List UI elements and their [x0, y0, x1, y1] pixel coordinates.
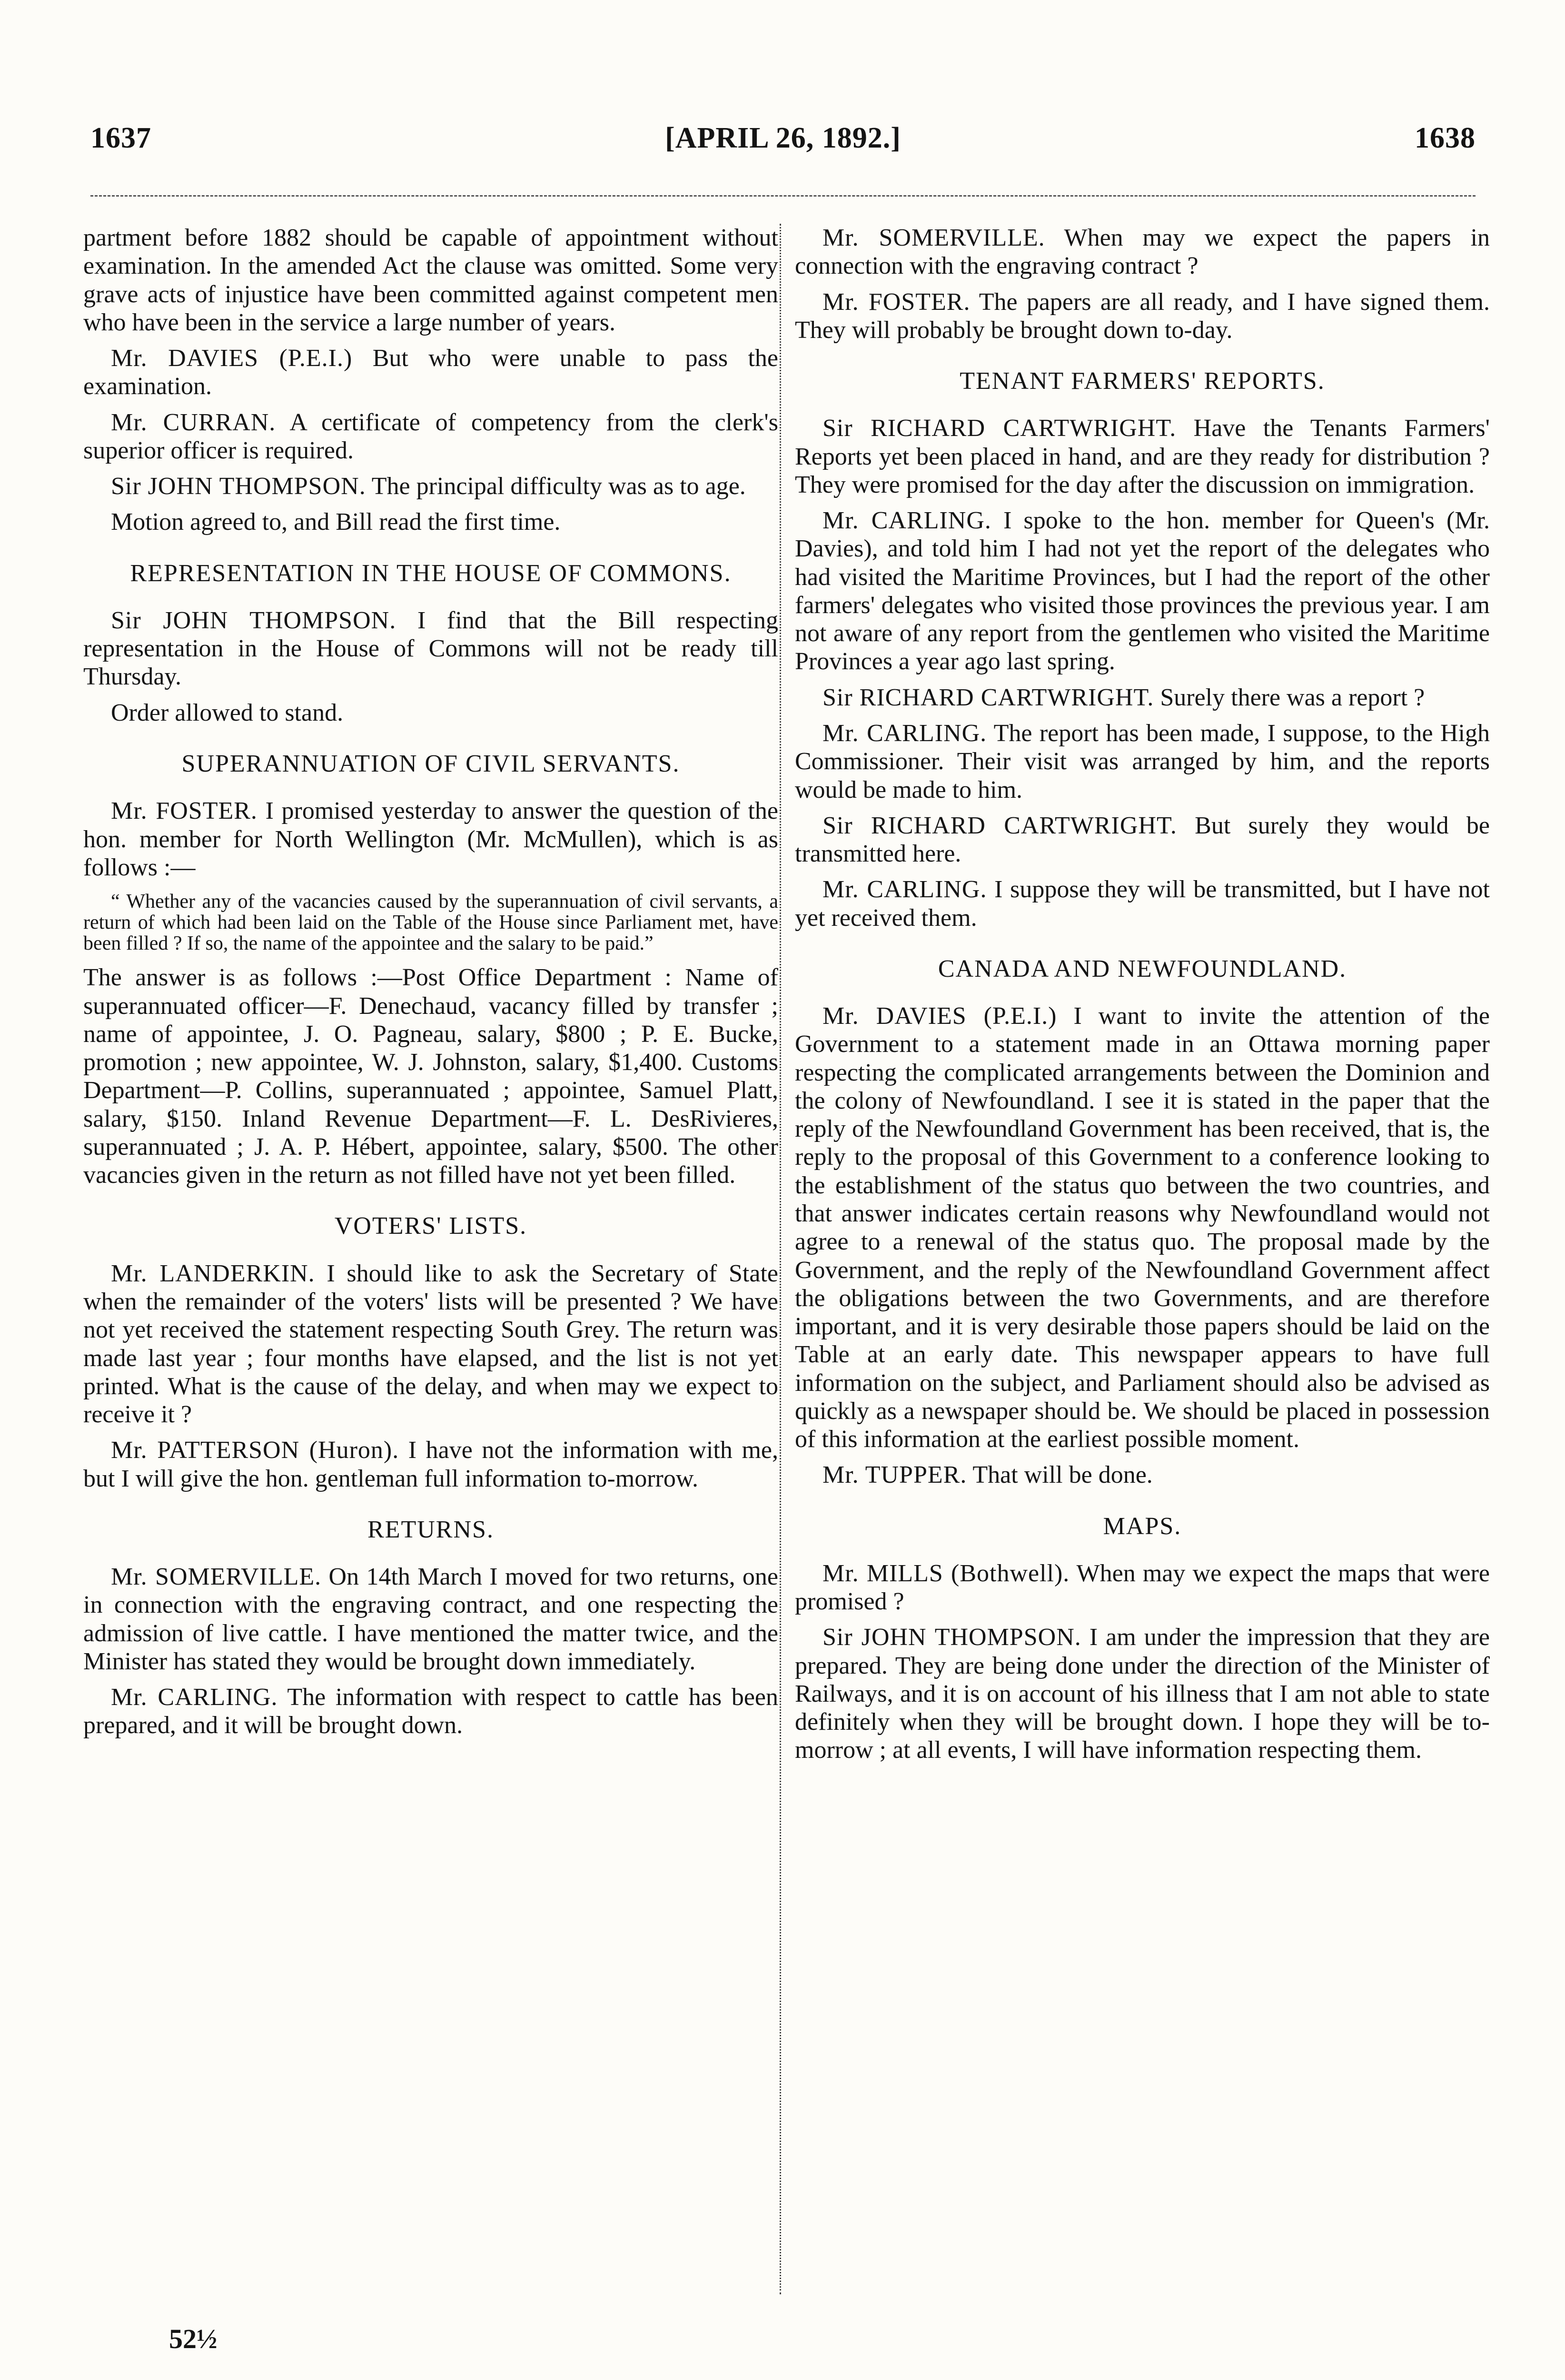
paragraph	[795, 224, 1490, 280]
section-heading: RETURNS.	[367, 1516, 494, 1543]
speech: On 14th March I moved for two returns, one in connection with the engraving contract, and one respecting the admission of live cattle. I have mentioned the matter twice, and the Minister has stated they would be brought down immediately.	[83, 1563, 779, 1675]
speaker: Mr. CARLING.	[822, 719, 987, 747]
paragraph	[83, 344, 778, 401]
speaker: Mr. FOSTER.	[822, 288, 971, 316]
speech: Surely there was a report ?	[1160, 684, 1425, 711]
left-column	[83, 224, 778, 1747]
paragraph	[795, 1559, 1490, 1616]
paragraph	[83, 797, 778, 882]
paragraph	[795, 414, 1490, 499]
speaker: Mr. CARLING.	[822, 507, 991, 535]
paragraph: Order allowed to stand.	[111, 699, 344, 726]
paragraph: Motion agreed to, and Bill read the first time.	[111, 508, 561, 536]
header-date: [APRIL 26, 1892.]	[665, 122, 901, 154]
speaker: Mr. SOMERVILLE.	[822, 224, 1045, 251]
question-quote: “ Whether any of the vacancies caused by the superannuation of civil servants, a return of which had been laid on the Table of the House since Parliament met, have been filled ? If so, the name of the appointee and the salary to be paid.”	[83, 891, 778, 955]
speech: I should like to ask the Secretary of State when the remainder of the voters' lists will be presented ? We have not yet received the statement respecting South Grey. The return was made last year ; four months have elapsed, and the list is not yet printed. What is the cause of the delay, and when may we expect to receive it ?	[83, 1259, 778, 1428]
speech: Have the Tenants Farmers' Reports yet been placed in hand, and are they ready for distribution ? They were promised for the day after the discussion on immigration.	[795, 415, 1490, 498]
speech: The papers are all ready, and I have signed them. They will probably be brought down to-day.	[795, 288, 1490, 344]
speech: I want to invite the attention of the Government to a statement made in an Ottawa morning paper respecting the complicated arrangements between the Dominion and the colony of Newfoundland. I see it is stated in the paper that the reply of the Newfoundland Government has been received, that is, the reply to the proposal of this Government to a conference looking to the establishment of the status quo between the two countries, and that answer indicates certain reasons why Newfoundland would not agree to a renewal of the status quo. The proposal made by the Government, and the reply of the Newfoundland Government affect the obligations between the two Governments, and are therefore important, and it is very desirable those papers should be laid on the Table at an early date. This newspaper appears to have full information on the subject, and Parliament should also be advised as quickly as a newspaper should be. We should be placed in possession of this information at the earliest possible moment.	[795, 1002, 1490, 1453]
section-heading: CANADA AND NEWFOUNDLAND.	[938, 955, 1347, 982]
speech: The report has been made, I suppose, to the High Commissioner. Their visit was arranged by him, and the reports would be made to him.	[795, 719, 1490, 803]
paragraph	[795, 288, 1490, 345]
speech: But who were unable to pass the examination.	[83, 345, 778, 400]
speaker: Mr. PATTERSON (Huron).	[111, 1437, 399, 1464]
paragraph	[795, 812, 1490, 868]
column-divider	[780, 224, 781, 2294]
speech: When may we expect the papers in connection with the engraving contract ?	[795, 224, 1490, 280]
paragraph	[83, 1259, 778, 1429]
speech: I spoke to the hon. member for Queen's (Mr. Davies), and told him I had not yet the report of the delegates who had visited the Maritime Provinces, but I had the report of the other farmers' delegates who visited those provinces the previous year. I am not aware of any report from the gentlemen who visited the Maritime Provinces a year ago last spring.	[795, 507, 1490, 675]
paragraph	[83, 408, 778, 465]
speech: That will be done.	[972, 1461, 1153, 1489]
speech: I find that the Bill respecting representation in the House of Commons will not be ready till Thursday.	[83, 606, 778, 691]
page-number-left: 1637	[90, 122, 151, 154]
signature-mark: 52½	[169, 2323, 218, 2354]
speech: The principal difficulty was as to age.	[371, 473, 746, 500]
section-heading: REPRESENTATION IN THE HOUSE OF COMMONS.	[130, 559, 732, 587]
speaker: Mr. FOSTER.	[111, 797, 258, 825]
speech: I suppose they will be transmitted, but I have not yet received them.	[795, 876, 1490, 932]
speaker: Sir RICHARD CARTWRIGHT.	[822, 684, 1154, 711]
section-heading: SUPERANNUATION OF CIVIL SERVANTS.	[181, 750, 680, 777]
speaker: Mr. CURRAN.	[111, 408, 276, 436]
speaker: Mr. LANDERKIN.	[111, 1259, 315, 1287]
paragraph: The answer is as follows :—Post Office Department : Name of superannuated officer—F. Denechaud, vacancy filled by transfer ; name of appointee, J. O. Pagneau, salary, $800 ; P. E. Bucke, promotion ; new appointee, W. J. Johnston, salary, $1,400. Customs Department—P. Collins, superannuated ; appointee, Samuel Platt, salary, $150. Inland Revenue Department—F. L. DesRivieres, superannuated ; J. A. P. Hébert, appointee, salary, $500. The other vacancies given in the return as not filled have not yet been filled.	[83, 964, 778, 1189]
page-header	[90, 121, 1476, 183]
section-heading: TENANT FARMERS' REPORTS.	[960, 367, 1325, 395]
speaker: Sir RICHARD CARTWRIGHT.	[822, 812, 1177, 839]
speech: But surely they would be transmitted here.	[795, 812, 1490, 868]
speaker: Sir RICHARD CARTWRIGHT.	[822, 415, 1177, 442]
paragraph	[83, 1563, 778, 1676]
right-column	[795, 224, 1490, 1772]
section-heading: VOTERS' LISTS.	[334, 1212, 527, 1240]
speech: I promised yesterday to answer the question of the hon. member for North Wellington (Mr. McMullen), which is as follows :—	[83, 797, 778, 881]
speaker: Sir JOHN THOMPSON.	[111, 473, 366, 500]
paragraph	[795, 719, 1490, 804]
paragraph	[83, 1436, 778, 1493]
section-heading: MAPS.	[1103, 1512, 1182, 1540]
paragraph	[795, 1623, 1490, 1764]
speech: The information with respect to cattle has been prepared, and it will be brought down.	[83, 1684, 778, 1739]
speaker: Mr. CARLING.	[111, 1684, 278, 1711]
speech: I am under the impression that they are prepared. They are being done under the direction of the Minister of Railways, and it is on account of his illness that I am not able to state definitely when they will be brought down. I hope they will be to-morrow ; at all events, I will have information respecting them.	[795, 1624, 1490, 1764]
paragraph	[795, 1002, 1490, 1453]
paragraph	[83, 472, 778, 500]
speaker: Mr. CARLING.	[822, 876, 987, 903]
paragraph	[795, 875, 1490, 932]
paragraph	[795, 1461, 1490, 1489]
paragraph: partment before 1882 should be capable of appointment without examination. In the amended Act the clause was omitted. Some very grave acts of injustice have been committed against competent men who have been in the service a large number of years.	[83, 224, 778, 336]
paragraph	[795, 506, 1490, 676]
speech: A certificate of competency from the clerk's superior officer is required.	[83, 408, 778, 464]
page-number-right: 1638	[1415, 122, 1476, 154]
speaker: Sir JOHN THOMPSON.	[822, 1624, 1081, 1651]
speaker: Mr. TUPPER.	[822, 1461, 967, 1489]
speech: When may we expect the maps that were promised ?	[795, 1559, 1490, 1616]
speaker: Sir JOHN THOMPSON.	[111, 606, 396, 634]
speaker: Mr. DAVIES (P.E.I.)	[822, 1002, 1057, 1030]
paragraph	[83, 1683, 778, 1740]
speech: I have not the information with me, but I will give the hon. gentleman full information to-morrow.	[83, 1437, 779, 1492]
speaker: Mr. MILLS (Bothwell).	[822, 1559, 1070, 1587]
header-rule	[90, 195, 1476, 197]
speaker: Mr. DAVIES (P.E.I.)	[111, 345, 353, 372]
paragraph	[795, 684, 1490, 712]
speaker: Mr. SOMERVILLE.	[111, 1563, 322, 1591]
paragraph	[83, 606, 778, 691]
